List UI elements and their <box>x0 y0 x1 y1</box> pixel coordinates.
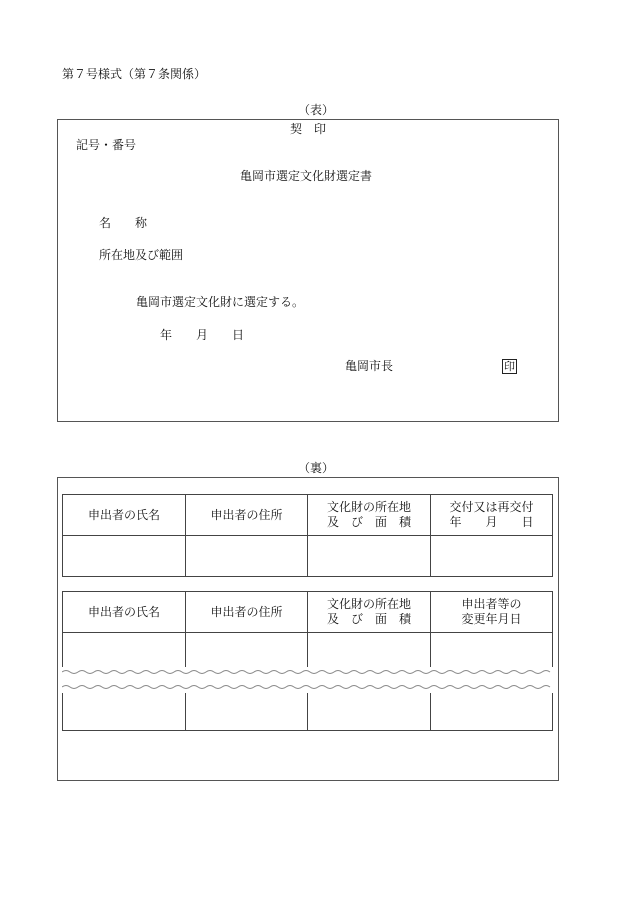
front-certificate-frame <box>57 119 559 422</box>
designation-statement: 亀岡市選定文化財に選定する。 <box>136 295 305 309</box>
field-location-label: 所在地及び範囲 <box>99 248 184 262</box>
front-side-label: （表） <box>298 103 335 117</box>
header-applicant-name: 申出者の氏名 <box>63 592 186 633</box>
mayor-seal-icon: 印 <box>504 360 515 373</box>
header-applicant-name: 申出者の氏名 <box>63 495 186 536</box>
omission-break-mark <box>62 667 554 693</box>
table-cell <box>63 536 186 577</box>
header-applicant-address: 申出者の住所 <box>186 592 308 633</box>
header-property-location: 文化財の所在地 及 び 面 積 <box>308 592 431 633</box>
table-cell <box>308 536 431 577</box>
change-record-table <box>62 591 553 731</box>
header-issue-date: 交付又は再交付 年 月 日 <box>431 495 553 536</box>
mayor-label: 亀岡市長 <box>345 359 394 373</box>
issue-date: 年 月 日 <box>160 328 245 342</box>
header-property-location: 文化財の所在地 及 び 面 積 <box>308 495 431 536</box>
field-name-label: 名 称 <box>99 216 148 230</box>
record-number-label: 記号・番号 <box>76 138 137 152</box>
table-cell <box>186 536 308 577</box>
header-applicant-address: 申出者の住所 <box>186 495 308 536</box>
header-change-date: 申出者等の 変更年月日 <box>431 592 553 633</box>
table-cell <box>431 536 553 577</box>
issuance-table <box>62 494 553 577</box>
form-number: 第７号様式（第７条関係） <box>62 67 207 81</box>
back-side-label: （裏） <box>298 461 335 475</box>
certificate-title: 亀岡市選定文化財選定書 <box>240 169 373 183</box>
contract-seal-label: 契 印 <box>290 122 327 136</box>
